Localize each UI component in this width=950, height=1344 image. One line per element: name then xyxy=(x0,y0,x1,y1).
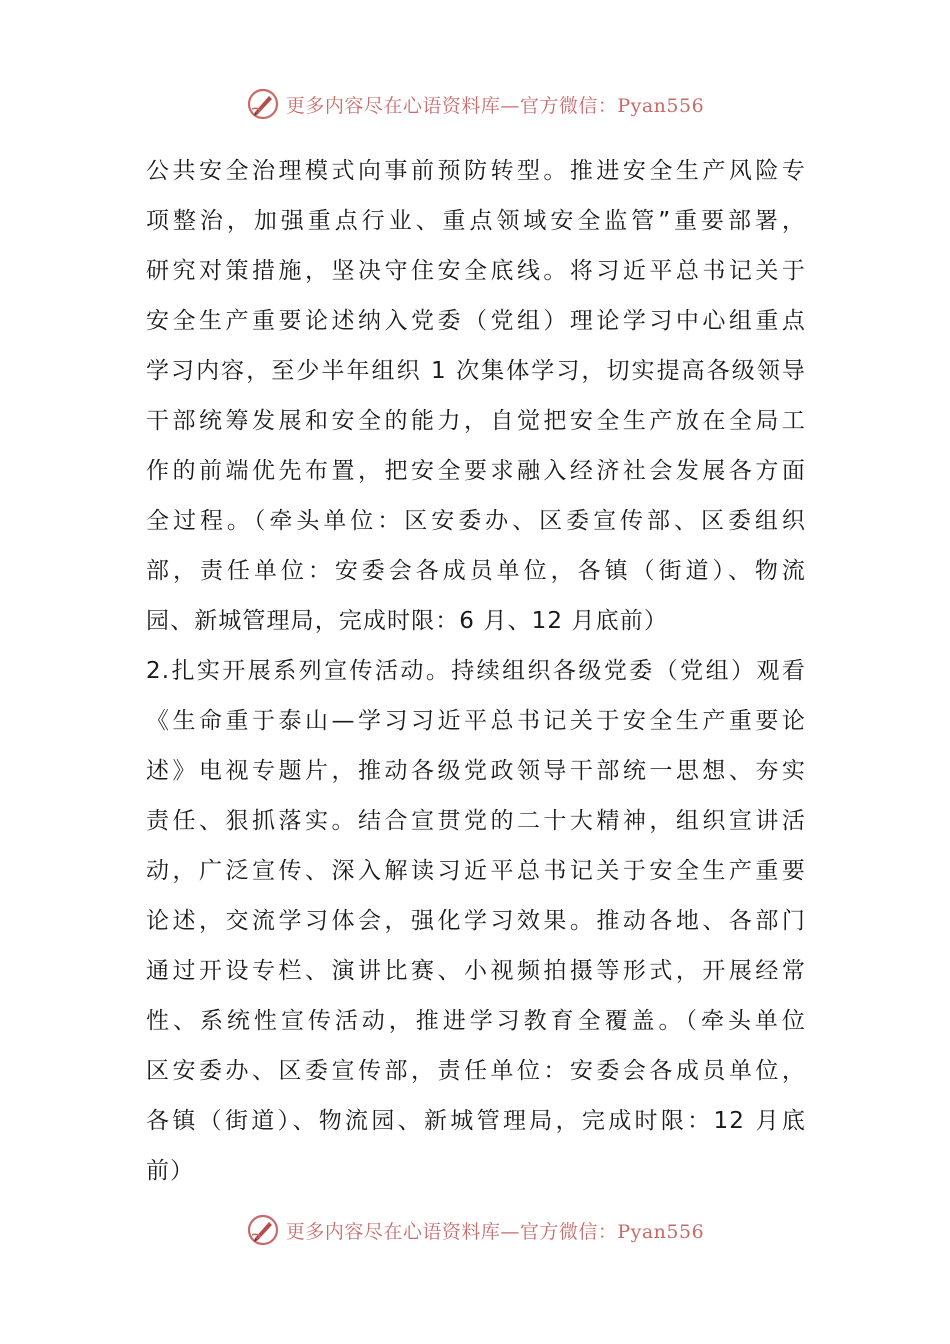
document-body xyxy=(146,146,806,1196)
text-line: 园、新城管理局，完成时限：6 月、12 月底前） xyxy=(146,608,668,634)
footer-watermark-text: 更多内容尽在心语资料库—官方微信：Pyan556 xyxy=(285,1220,705,1243)
pen-logo-icon xyxy=(246,1213,280,1247)
text-line: 区安委办、区委宣传部，责任单位：安委会各成员单位， xyxy=(146,1058,806,1084)
text-line: 通过开设专栏、演讲比赛、小视频拍摄等形式，开展经常 xyxy=(146,958,806,984)
text-line: 公共安全治理模式向事前预防转型。推进安全生产风险专 xyxy=(146,158,806,184)
text-line: 述》电视专题片，推动各级党政领导干部统一思想、夯实 xyxy=(146,758,806,784)
text-line: 安全生产重要论述纳入党委（党组）理论学习中心组重点 xyxy=(146,308,806,334)
text-line: 论述，交流学习体会，强化学习效果。推动各地、各部门 xyxy=(146,908,806,934)
text-line: 学习内容，至少半年组织 1 次集体学习，切实提高各级领导 xyxy=(146,358,806,384)
text-line: 各镇（街道）、物流园、新城管理局，完成时限：12 月底 xyxy=(146,1108,806,1134)
text-line: 部，责任单位：安委会各成员单位，各镇（街道）、物流 xyxy=(146,558,806,584)
text-line: 研究对策措施，坚决守住安全底线。将习近平总书记关于 xyxy=(146,258,806,284)
text-line: 性、系统性宣传活动，推进学习教育全覆盖。（牵头单位 xyxy=(146,1008,806,1034)
footer-watermark xyxy=(0,1210,950,1250)
header-watermark-text: 更多内容尽在心语资料库—官方微信：Pyan556 xyxy=(285,94,705,117)
text-line: 前） xyxy=(146,1158,195,1184)
text-line: 2.扎实开展系列宣传活动。持续组织各级党委（党组）观看 xyxy=(146,658,806,684)
text-line: 《生命重于泰山—学习习近平总书记关于安全生产重要论 xyxy=(146,708,806,734)
text-line: 干部统筹发展和安全的能力，自觉把安全生产放在全局工 xyxy=(146,408,806,434)
header-watermark xyxy=(0,84,950,124)
text-line: 全过程。（牵头单位：区安委办、区委宣传部、区委组织 xyxy=(146,508,806,534)
pen-logo-icon xyxy=(246,87,280,121)
text-line: 责任、狠抓落实。结合宣贯党的二十大精神，组织宣讲活 xyxy=(146,808,806,834)
text-line: 动，广泛宣传、深入解读习近平总书记关于安全生产重要 xyxy=(146,858,806,884)
text-line: 作的前端优先布置，把安全要求融入经济社会发展各方面 xyxy=(146,458,806,484)
text-line: 项整治，加强重点行业、重点领域安全监管”重要部署， xyxy=(146,208,806,234)
